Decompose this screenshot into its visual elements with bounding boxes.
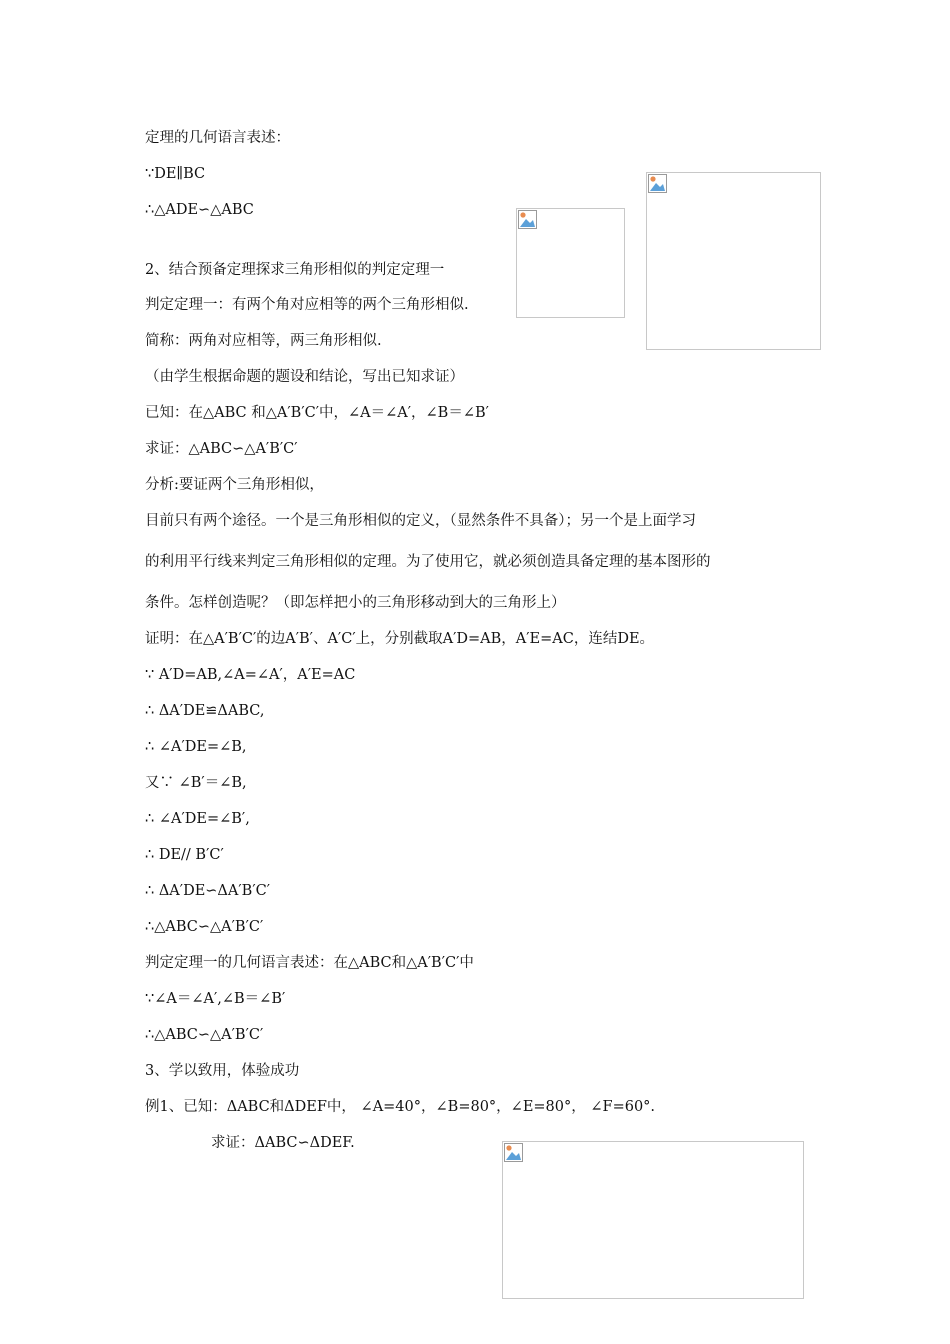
proof-line: ∵ A′D=AB,∠A=∠A′，A′E=AC [145, 667, 356, 683]
text-line: （由学生根据命题的题设和结论，写出已知求证） [145, 369, 464, 385]
text-line: 判定定理一的几何语言表述：在△ABC和△A′B′C′中 [145, 955, 474, 971]
broken-image-icon [504, 1143, 523, 1162]
broken-image-icon [648, 174, 667, 193]
broken-image-icon [518, 210, 537, 229]
proof-line: 证明：在△A′B′C′的边A′B′、A′C′上，分别截取A′D=AB，A′E=AC，连结DE。 [145, 631, 655, 647]
text-line: 已知：在△ABC 和△A′B′C′中，∠A＝∠A′，∠B＝∠B′ [145, 405, 489, 421]
text-line: 简称：两角对应相等，两三角形相似. [145, 333, 382, 349]
text-line: 定理的几何语言表述： [145, 130, 290, 146]
text-line: ∴△ADE∽△ABC [145, 202, 254, 218]
proof-line: ∴ ∠A′DE=∠B′, [145, 811, 250, 827]
figure-placeholder [646, 172, 821, 350]
paragraph-line: 目前只有两个途径。一个是三角形相似的定义，（显然条件不具备）；另一个是上面学习 [145, 513, 696, 529]
text-line: 分析:要证两个三角形相似， [145, 477, 324, 493]
proof-line: 又∵ ∠B′＝∠B, [145, 775, 247, 791]
example-line: 例1、已知：ΔABC和ΔDEF中， ∠A=40°，∠B=80°，∠E=80°， ∠F=60°. [145, 1099, 656, 1115]
proof-line: ∴ DE// B′C′ [145, 847, 224, 863]
proof-line: ∴△ABC∽△A′B′C′ [145, 919, 264, 935]
example-line: 求证：ΔABC∽ΔDEF. [211, 1135, 355, 1151]
theorem-statement: 判定定理一：有两个角对应相等的两个三角形相似. [145, 297, 469, 313]
proof-line: ∴ ∠A′DE=∠B, [145, 739, 247, 755]
paragraph-line: 条件。怎样创造呢？（即怎样把小的三角形移动到大的三角形上） [145, 595, 566, 611]
figure-placeholder [516, 208, 625, 318]
section-heading: 3、学以致用，体验成功 [145, 1063, 300, 1079]
proof-line: ∴ ΔA′DE≌ΔABC, [145, 703, 265, 719]
text-line: ∵DE∥BC [145, 166, 206, 182]
text-line: ∴△ABC∽△A′B′C′ [145, 1027, 264, 1043]
text-line: ∵∠A＝∠A′,∠B＝∠B′ [145, 991, 286, 1007]
text-line: 求证：△ABC∽△A′B′C′ [145, 441, 298, 457]
section-heading: 2、结合预备定理探求三角形相似的判定定理一 [145, 262, 445, 278]
figure-placeholder [502, 1141, 804, 1299]
paragraph-line: 的利用平行线来判定三角形相似的定理。为了使用它，就必须创造具备定理的基本图形的 [145, 554, 711, 570]
proof-line: ∴ ΔA′DE∽ΔA′B′C′ [145, 883, 270, 899]
